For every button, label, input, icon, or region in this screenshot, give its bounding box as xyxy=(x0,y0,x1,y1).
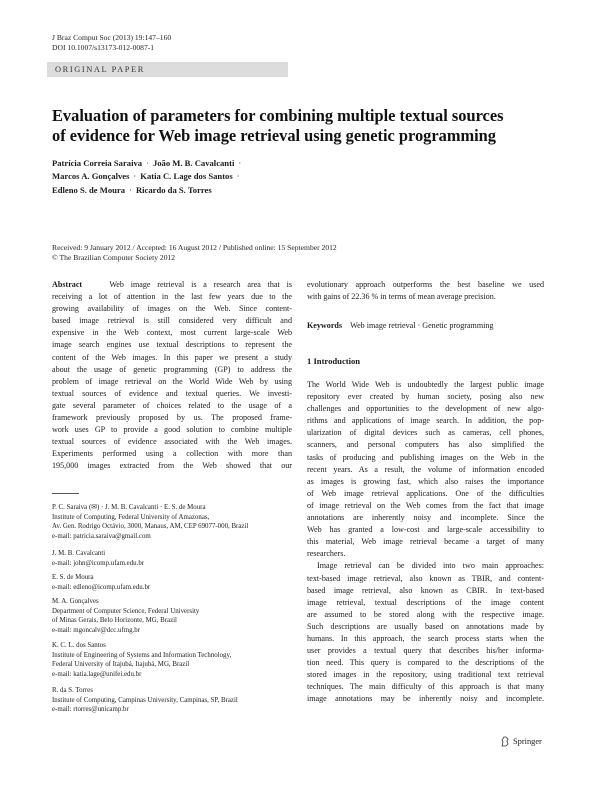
intro-line: of image retrieval on the Web comes from the fact that image xyxy=(307,500,544,510)
intro-line: this material, Web image retrieval became a target of many xyxy=(307,537,544,547)
author-name: Katia C. Lage dos Santos xyxy=(140,171,233,182)
author-separator: · xyxy=(129,184,132,195)
affiliation-line: P. C. Saraiva (✉) · J. M. B. Cavalcanti · E. S. de Moura xyxy=(52,504,206,511)
affiliation-line: E. S. de Moura xyxy=(52,574,94,581)
abstract-continued xyxy=(307,279,544,303)
affiliation-line: Institute of Engineering of Systems and Information Technology, xyxy=(52,651,232,659)
intro-line: The World Wide Web is undoubtedly the largest public image xyxy=(307,380,544,389)
intro-line: repository ever created by human society, posing also new xyxy=(307,392,544,402)
intro-paragraph xyxy=(307,379,544,560)
affiliation-line: of Minas Gerais, Belo Horizonte, MG, Brazil xyxy=(52,617,177,624)
email-link[interactable]: e-mail: mgoncalv@dcc.ufmg.br xyxy=(52,626,141,634)
author-separator: · xyxy=(133,171,137,182)
author-name: João M. B. Cavalcanti xyxy=(152,158,235,168)
author-name: Patrícia Correia Saraiva xyxy=(52,158,143,168)
author-separator: · xyxy=(146,158,149,168)
intro-line: rithms and applications of image search. In addition, the pop- xyxy=(307,416,544,426)
journal-citation: J Braz Comput Soc (2013) 19:147–160 xyxy=(52,33,172,42)
email-link[interactable]: e-mail: katia.lage@unifei.edu.br xyxy=(52,670,142,678)
abstract-line: evolutionary approach outperforms the best baseline we used xyxy=(307,280,544,289)
abstract-line: textual sources of evidence associated with the Web images. xyxy=(52,437,292,447)
intro-line: ularization of digital devices such as cameras, cell phones, xyxy=(307,428,544,438)
author-line xyxy=(52,170,472,183)
abstract-label: Abstract xyxy=(52,280,83,289)
intro-line: based image retrieval, also known as CBIR. In text-based xyxy=(307,585,544,595)
footnote-divider xyxy=(52,493,79,494)
running-head xyxy=(52,33,171,53)
affiliation-line: M. A. Gonçalves xyxy=(52,598,99,605)
author-line xyxy=(52,157,472,170)
paper-title xyxy=(52,106,552,146)
email-link[interactable]: e-mail: john@icomp.ufam.edu.br xyxy=(52,559,145,567)
affiliation-line: Av. Gen. Rodrigo Octávio, 3000, Manaus, AM, CEP 69077-000, Brazil xyxy=(52,523,249,530)
intro-line: annotations are inherently noisy and incomplete. Since the xyxy=(307,513,544,523)
affiliation-line: Department of Computer Science, Federal University xyxy=(52,607,200,615)
doi: DOI 10.1007/s13173-012-0087-1 xyxy=(52,43,155,52)
keywords-label: Keywords xyxy=(307,321,343,330)
author-separator: · xyxy=(238,158,242,168)
intro-line: recent years. As a result, the volume of information encoded xyxy=(307,464,544,474)
email-link[interactable]: e-mail: patricia.saraiva@gmail.com xyxy=(52,532,151,540)
publisher-name: Springer xyxy=(513,737,542,746)
intro-line: image annotations may be inherently noisy and incomplete. xyxy=(307,694,544,704)
publication-history xyxy=(52,243,552,263)
abstract-line: work uses GP to provide a good solution to combine multiple xyxy=(52,425,292,435)
intro-line: user provides a textual query that describes his/her informa- xyxy=(307,646,544,656)
affiliation-block xyxy=(52,597,292,635)
abstract-line: content of the Web images. In this paper we present a study xyxy=(52,352,292,362)
affiliation-block xyxy=(52,573,292,592)
intro-line: humans. In this approach, the search process starts when the xyxy=(307,633,544,643)
author-separator: · xyxy=(236,171,240,182)
abstract-line: with gains of 22.36 % in terms of mean average precision. xyxy=(307,292,496,302)
abstract-line: Abstract Web image retrieval is a research area that is xyxy=(52,280,292,289)
affiliation-line: K. C. L. dos Santos xyxy=(52,642,106,649)
abstract-line: 195,000 images extracted from the Web showed that our xyxy=(52,461,292,471)
keywords-value: Web image retrieval · Genetic programming xyxy=(350,321,494,330)
author-line xyxy=(52,184,472,197)
intro-line: Web has granted a low-cost and large-scale accessibility to xyxy=(307,525,544,535)
abstract xyxy=(52,279,292,473)
intro-line: Image retrieval can be divided into two main approaches: xyxy=(317,561,544,571)
received-dates: Received: 9 January 2012 / Accepted: 16 August 2012 / Published online: 15 September 2012 xyxy=(52,243,337,252)
title-line: of evidence for Web image retrieval using genetic programming xyxy=(52,126,496,145)
abstract-line: framework previously proposed by us. The proposed frame- xyxy=(52,413,292,423)
section-label: ORIGINAL PAPER xyxy=(55,65,145,74)
abstract-line: problem of image retrieval on the World Wide Web by using xyxy=(52,376,292,386)
author-name: Marcos A. Gonçalves xyxy=(52,171,130,182)
affiliation-line: Institute of Computing, Campinas University, Campinas, SP, Brazil xyxy=(52,696,238,704)
author-name: Ricardo da S. Torres xyxy=(135,184,212,195)
keywords xyxy=(307,320,544,332)
introduction-body xyxy=(307,379,544,706)
intro-line: stored images in the repository, using traditional text retrieval xyxy=(307,670,544,680)
affiliation-block xyxy=(52,686,292,715)
abstract-line: gate several parameter of choices related to the usage of a xyxy=(52,400,292,410)
affiliation-line: Federal University of Itajubá, Itajubá, MG, Brazil xyxy=(52,661,190,668)
intro-line: tasks of producing and publishing images on the Web in the xyxy=(307,452,544,462)
intro-line: tion need. This query is compared to the descriptions of the xyxy=(307,658,544,668)
intro-line: text-based image retrieval, also known as TBIR, and content- xyxy=(307,573,544,583)
intro-line: of Web image retrieval applications. One of the difficulties xyxy=(307,488,544,498)
intro-line: image retrieval, textual descriptions of the image content xyxy=(307,597,544,607)
copyright: © The Brazilian Computer Society 2012 xyxy=(52,253,176,262)
affiliation-block xyxy=(52,549,292,568)
intro-line: Such descriptions are usually based on annotations made by xyxy=(307,621,544,631)
intro-line: scanners, and personal computers has also simplified the xyxy=(307,440,544,450)
intro-line: challenges and opportunities to the development of new algo- xyxy=(307,404,544,414)
affiliation-block xyxy=(52,641,292,679)
email-link[interactable]: e-mail: rtorres@unicamp.br xyxy=(52,706,129,713)
section-label-bar xyxy=(47,62,288,77)
abstract-text xyxy=(52,279,292,473)
email-link[interactable]: e-mail: edleno@icomp.ufam.edu.br xyxy=(52,583,151,591)
springer-horse-icon xyxy=(500,736,510,747)
title-line: Evaluation of parameters for combining multiple textual sources xyxy=(52,106,504,125)
affiliation-line: Institute of Computing, Federal University of Amazonas, xyxy=(52,513,210,521)
author-list xyxy=(52,157,472,197)
abstract-line: expensive in the Web context, most current large-scale Web xyxy=(52,328,292,338)
intro-line: as images is growing fast, which also raises the importance xyxy=(307,476,544,486)
publisher-logo xyxy=(500,736,542,747)
intro-line: techniques. The main difficulty of this approach is that many xyxy=(307,682,544,692)
abstract-line: based image retrieval is still considered very difficult and xyxy=(52,316,292,326)
abstract-line: textual sources of evidence and textual queries. We investi- xyxy=(52,388,292,398)
intro-line: researchers. xyxy=(307,549,346,559)
affiliation-line: J. M. B. Cavalcanti xyxy=(52,550,106,557)
intro-line: are assumed to be stored along with the respective image. xyxy=(307,609,544,619)
affiliation-block xyxy=(52,503,292,541)
section-heading: 1 Introduction xyxy=(307,356,361,366)
abstract-line: image search engines use textual descriptions to represent the xyxy=(52,340,292,350)
abstract-line: receiving a lot of attention in the last few years due to the xyxy=(52,292,292,302)
intro-paragraph xyxy=(307,560,544,705)
abstract-line: growing availability of images on the Web. Since content- xyxy=(52,304,292,314)
abstract-line: about the usage of genetic programming (GP) to address the xyxy=(52,364,292,374)
abstract-line: Experiments performed using a collection with more than xyxy=(52,449,292,459)
author-name: Edleno S. de Moura xyxy=(52,184,126,195)
affiliation-line: R. da S. Torres xyxy=(52,687,93,694)
